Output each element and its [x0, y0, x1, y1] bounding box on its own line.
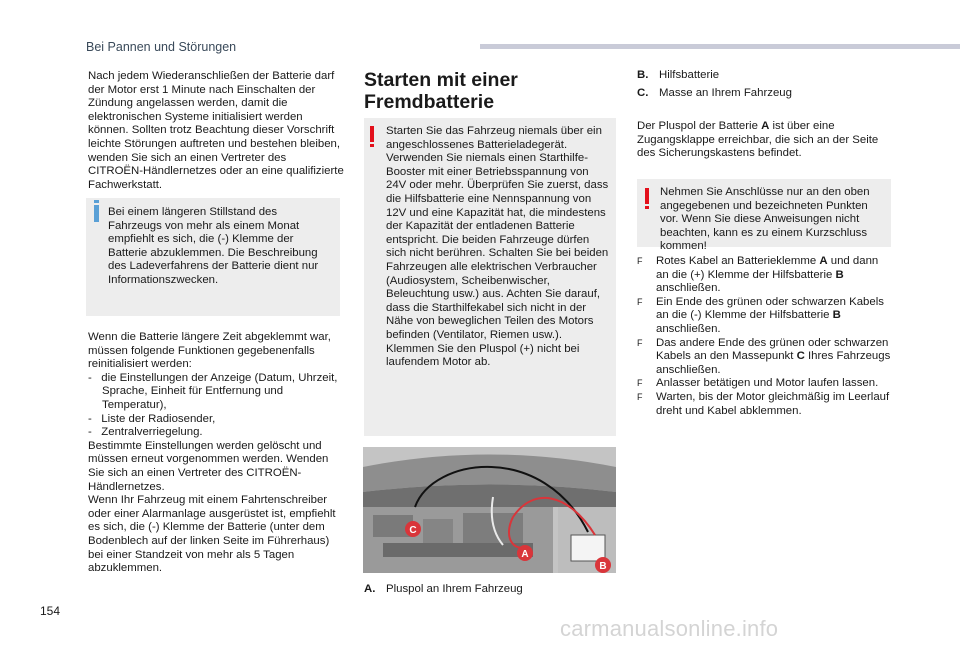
step-bullet-icon: F: [637, 256, 643, 266]
engine-bay-illustration: [363, 447, 616, 573]
battery-reset-section: [88, 331, 346, 576]
warning-text: Starten Sie das Fahrzeug niemals über ein angeschlossenes Batterieladegerät. Verwenden Sie niemals einen Starthilfe-Booster mit einer Betriebsspannung von 24V oder mehr. Überprüfen Sie zuerst, dass die Hilfsbatterie eine Nennspannung von 12V und eine Kapazität hat, die mindestens der Kapazität der entladenen Batterie entspricht. Die beiden Fahrzeuge dürfen sich nicht berühren. Schalten Sie bei beiden Fahrzeugen alle elektrischen Verbraucher (Audiosystem, Scheibenwischer, Beleuchtung usw.) aus. Achten Sie darauf, dass die Starthilfekabel sich nicht in der Nähe von beweglichen Teilen des Motors befinden (Ventilator, Riemen usw.). Klemmen Sie den Pluspol (+) nicht bei laufendem Motor ab.: [386, 125, 609, 369]
label-a: A: [521, 549, 529, 560]
label-b: B: [599, 561, 607, 572]
warning-icon: [370, 126, 374, 142]
section-title: Bei Pannen und Störungen: [86, 40, 237, 54]
step-item: F Warten, bis der Motor gleichmäßig im Leerlauf dreht und Kabel abklemmen.: [637, 390, 890, 417]
procedure-steps: [637, 255, 892, 418]
warning-text: Nehmen Sie Anschlüsse nur an den oben angegebenen und bezeichneten Punkten vor. Wenn Sie diese Anweisungen nicht beachten, kann es zu einem Kurzschluss kommen!: [660, 186, 870, 253]
reset-note: Bestimmte Einstellungen werden gelöscht und müssen erneut vorgenommen werden. Wenden Sie sich an einen Vertreter des CITROËN-Händlernetzes.: [88, 439, 329, 493]
reset-intro: Wenn die Batterie längere Zeit abgeklemmt war, müssen folgende Funktionen gegebenenfalls reinitialisiert werden:: [88, 331, 331, 371]
info-text: Bei einem längeren Stillstand des Fahrzeugs von mehr als einem Monat empfiehlt es sich, die (-) Klemme der Batterie abzuklemmen. Die Beschreibung des Ladeverfahrens der Batterie dient nur Informationszwecken.: [108, 206, 319, 286]
step-item: F Das andere Ende des grünen oder schwarzen Kabels an den Massepunkt C Ihres Fahrzeugs anschließen.: [637, 336, 891, 376]
step-bullet-icon: F: [637, 391, 643, 402]
step-bullet-icon: F: [637, 378, 643, 389]
reset-list: [88, 372, 346, 440]
list-item: - die Einstellungen der Anzeige (Datum, Uhrzeit, Sprache, Einheit für Entfernung und Temperatur),: [88, 371, 338, 411]
pluspol-paragraph: Der Pluspol der Batterie A ist über eine Zugangsklappe erreichbar, die sich an der Seite des Sicherungskastens befindet.: [637, 120, 879, 160]
page-title: Starten mit einer Fremdbatterie: [364, 69, 518, 113]
legend-c: C. Masse an Ihrem Fahrzeug: [637, 87, 792, 99]
caption-a: A. Pluspol an Ihrem Fahrzeug: [364, 583, 523, 595]
list-item: - Liste der Radiosender,: [88, 412, 216, 425]
page-number: 154: [40, 604, 61, 618]
watermark: carmanualsonline.info: [560, 616, 779, 641]
step-bullet-icon: F: [637, 296, 643, 307]
info-icon: [94, 205, 99, 222]
alarm-note: Wenn Ihr Fahrzeug mit einem Fahrtenschreiber oder einer Alarmanlage ausgerüstet ist, empfiehlt es sich, die (-) Klemme der Batterie (unter dem Bodenblech auf der linken Seite im Führerhaus) bei einer Standzeit von mehr als 5 Tagen abzuklemmen.: [88, 494, 336, 575]
step-item: F Anlasser betätigen und Motor laufen lassen.: [637, 377, 879, 390]
label-c: C: [409, 525, 417, 536]
step-item: F Rotes Kabel an Batterieklemme A und dann an die (+) Klemme der Hilfsbatterie B anschließen.: [637, 255, 879, 295]
step-item: F Ein Ende des grünen oder schwarzen Kabels an die (-) Klemme der Hilfsbatterie B anschließen.: [637, 295, 884, 335]
engine-bay-photo: [363, 447, 616, 573]
legend-b: B. Hilfsbatterie: [637, 69, 720, 81]
header-bar: [480, 44, 960, 49]
list-item: - Zentralverriegelung.: [88, 426, 203, 439]
step-bullet-icon: F: [637, 337, 643, 348]
warning-icon: [645, 188, 649, 204]
intro-paragraph: Nach jedem Wiederanschließen der Batterie darf der Motor erst 1 Minute nach Einschalten der Zündung angelassen werden, damit die elektronischen Systeme initialisiert werden können. Sollten trotz Beachtung dieser Vorschrift leichte Störungen auftreten und bestehen bleiben, wenden Sie sich an einen Vertreter des CITROËN-Händlernetzes oder an eine qualifizierte Fachwerkstatt.: [88, 70, 344, 191]
